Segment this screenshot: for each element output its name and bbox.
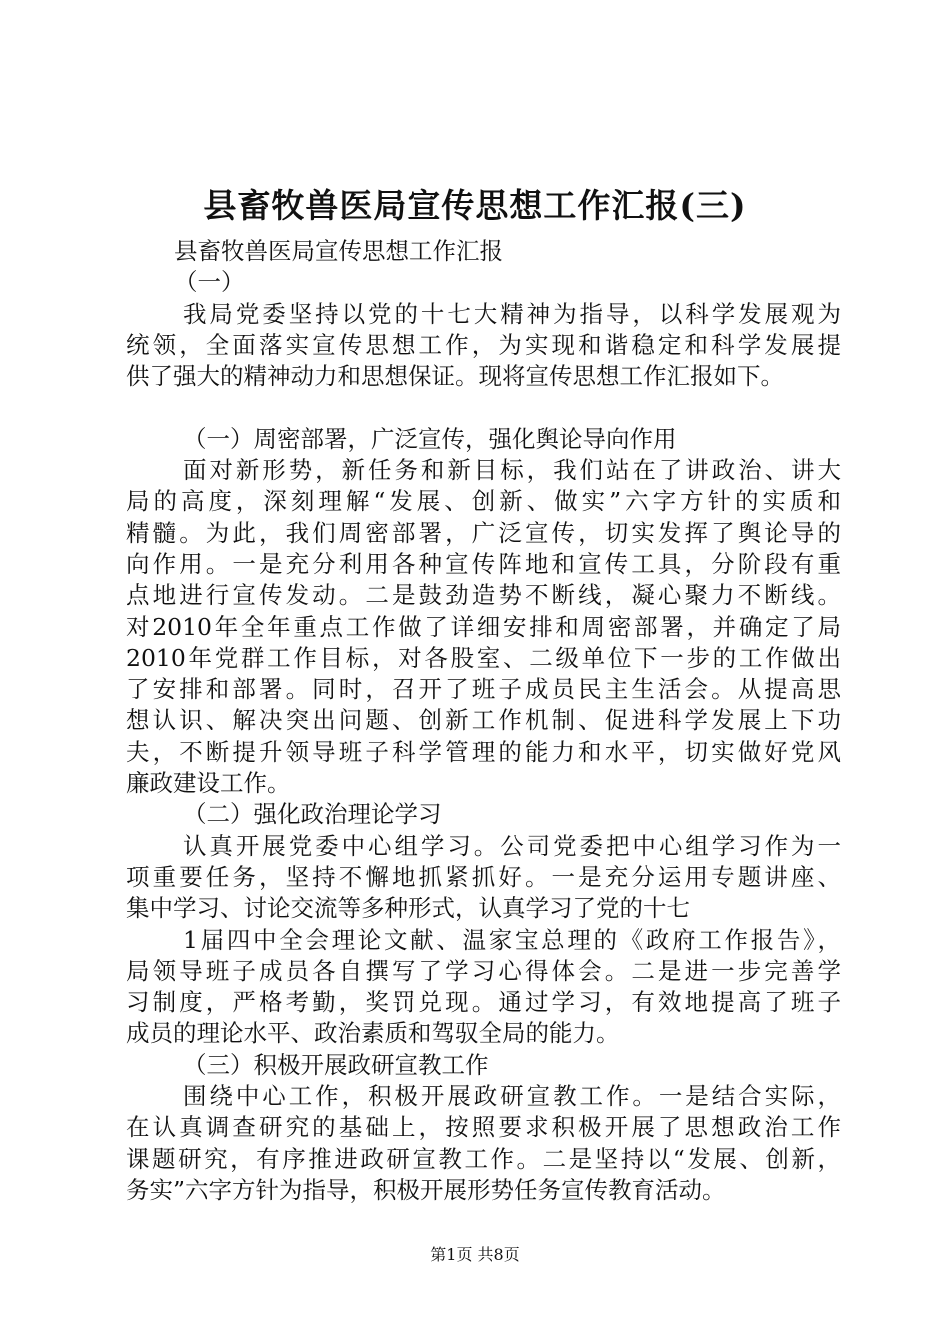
text-line: 夫，不断提升领导班子科学管理的能力和水平，切实做好党风 bbox=[126, 737, 841, 766]
text-line: 我局党委坚持以党的十七大精神为指导，以科学发展观为 bbox=[183, 299, 841, 328]
document-body bbox=[126, 236, 841, 1206]
text-line: 2010年党群工作目标，对各股室、二级单位下一步的工作做出 bbox=[126, 643, 841, 672]
text-line: 想认识、解决突出问题、创新工作机制、促进科学发展上下功 bbox=[126, 706, 841, 735]
text-line: 局领导班子成员各自撰写了学习心得体会。二是进一步完善学 bbox=[126, 956, 841, 985]
text-line: 供了强大的精神动力和思想保证。现将宣传思想工作汇报如下。 bbox=[126, 362, 784, 391]
text-line: 向作用。一是充分利用各种宣传阵地和宣传工具，分阶段有重 bbox=[126, 549, 841, 578]
text-line: 了安排和部署。同时，召开了班子成员民主生活会。从提高思 bbox=[126, 675, 841, 704]
text-line: 统领，全面落实宣传思想工作，为实现和谐稳定和科学发展提 bbox=[126, 330, 841, 359]
text-line: 集中学习、讨论交流等多种形式，认真学习了党的十七 bbox=[126, 894, 690, 923]
blank-line bbox=[126, 392, 841, 423]
section-paragraph bbox=[126, 1081, 841, 1206]
section-paragraph bbox=[126, 831, 841, 1050]
text-line: 面对新形势，新任务和新目标，我们站在了讲政治、讲大 bbox=[183, 456, 841, 485]
subtitle: 县畜牧兽医局宣传思想工作汇报 bbox=[174, 237, 503, 265]
text-line: 课题研究，有序推进政研宣教工作。二是坚持以“发展、创新， bbox=[126, 1144, 841, 1173]
page-title: 县畜牧兽医局宣传思想工作汇报(三) bbox=[203, 186, 747, 225]
text-line: 习制度，严格考勤，奖罚兑现。通过学习，有效地提高了班子 bbox=[126, 988, 841, 1017]
text-line: 务实”六字方针为指导，积极开展形势任务宣传教育活动。 bbox=[126, 1175, 726, 1204]
text-line: 廉政建设工作。 bbox=[126, 769, 291, 798]
intro-paragraph bbox=[126, 299, 841, 393]
page-footer: 第1页 共8页 bbox=[430, 1245, 520, 1264]
text-line: 项重要任务，坚持不懈地抓紧抓好。一是充分运用专题讲座、 bbox=[126, 862, 841, 891]
text-line: 围绕中心工作，积极开展政研宣教工作。一是结合实际， bbox=[183, 1082, 841, 1111]
text-line: 成员的理论水平、政治素质和驾驭全局的能力。 bbox=[126, 1019, 620, 1048]
text-line: 在认真调查研究的基础上，按照要求积极开展了思想政治工作 bbox=[126, 1113, 841, 1142]
text-line: 1届四中全会理论文献、温家宝总理的《政府工作报告》， bbox=[183, 925, 841, 954]
text-line: 认真开展党委中心组学习。公司党委把中心组学习作为一 bbox=[183, 831, 841, 860]
section-heading: （三）积极开展政研宣教工作 bbox=[183, 1050, 489, 1079]
section-heading: （一）周密部署，广泛宣传，强化舆论导向作用 bbox=[183, 424, 677, 453]
text-line: 点地进行宣传发动。二是鼓劲造势不断线，凝心聚力不断线。 bbox=[126, 581, 841, 610]
section-heading: （二）强化政治理论学习 bbox=[183, 800, 442, 829]
text-line: 对2010年全年重点工作做了详细安排和周密部署，并确定了局 bbox=[126, 612, 841, 641]
text-line: 精髓。为此，我们周密部署，广泛宣传，切实发挥了舆论导的 bbox=[126, 518, 841, 547]
part-marker: （一） bbox=[174, 268, 245, 297]
section-paragraph bbox=[126, 455, 841, 799]
text-line: 局的高度，深刻理解“发展、创新、做实”六字方针的实质和 bbox=[126, 487, 841, 516]
